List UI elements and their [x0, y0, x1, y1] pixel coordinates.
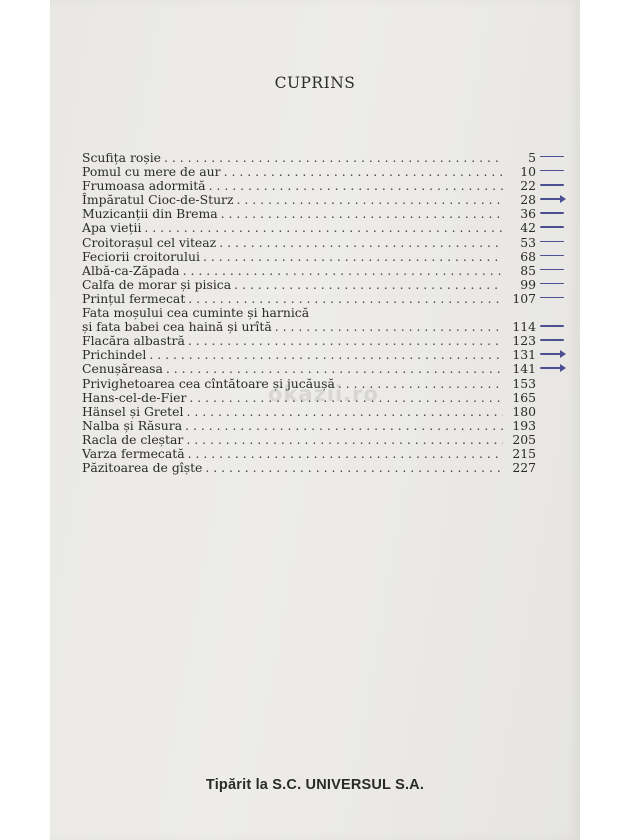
toc-entry: [82, 164, 536, 178]
toc-entry: [82, 220, 536, 234]
dot-leader: [149, 347, 503, 362]
pen-tick-mark: [540, 269, 564, 270]
dot-leader: [237, 192, 503, 207]
pen-tick-mark: [540, 255, 564, 256]
toc-entry-title: Croitorașul cel viteaz: [82, 234, 217, 250]
toc-entry-title: Păzitoarea de gîște: [82, 460, 203, 476]
page-title: CUPRINS: [274, 74, 356, 92]
toc-entry-page: 114: [512, 319, 536, 335]
toc-entry-page: 85: [520, 262, 536, 278]
toc-entry-page: 28: [520, 192, 536, 208]
toc-entry-title: Hänsel și Gretel: [82, 403, 184, 419]
toc-entry-title: Varza fermecată: [82, 445, 185, 461]
pen-tick-mark: [540, 198, 564, 199]
toc-entry-page: 205: [512, 431, 536, 447]
toc-entry-page: 42: [520, 220, 536, 236]
dot-leader: [221, 206, 503, 221]
printer-imprint: Tipărit la S.C. UNIVERSUL S.A.: [205, 777, 425, 793]
toc-entry-page: 215: [512, 445, 536, 461]
toc-entry-title: Calfa de morar și pisica: [82, 276, 232, 292]
toc-entry-page: 22: [520, 178, 536, 194]
toc-entry-page: 5: [528, 150, 536, 165]
toc-entry-page: 10: [520, 164, 536, 180]
toc-entry: [82, 305, 536, 319]
toc-entry-page: 180: [512, 403, 536, 419]
dot-leader: [234, 277, 503, 292]
toc-entry-page: 227: [512, 460, 536, 476]
toc-entry-page: 141: [512, 361, 536, 377]
toc-entry: [82, 418, 536, 432]
toc-entry-page: 53: [520, 234, 536, 250]
dot-leader: [188, 291, 503, 306]
toc-entry: [82, 263, 536, 277]
toc-entry-page: 99: [520, 276, 536, 292]
toc-entry-title: Hans-cel-de-Fier: [82, 389, 187, 405]
dot-leader: [219, 235, 503, 250]
toc-entry-page: 165: [512, 389, 536, 405]
toc-entry-title: Împăratul Cioc-de-Sturz: [82, 192, 234, 208]
toc-entry: [82, 192, 536, 206]
toc-entry-title: Muzicanții din Brema: [82, 206, 218, 222]
toc-entry-title: Pomul cu mere de aur: [82, 164, 221, 180]
toc-entry-title: Prichindel: [82, 347, 147, 363]
dot-leader: [205, 460, 503, 475]
dot-leader: [275, 319, 503, 334]
toc-entry: [82, 347, 536, 361]
toc-entry-title: Privighetoarea cea cîntătoare și jucăușă: [82, 375, 335, 391]
table-of-contents: [82, 150, 536, 474]
toc-entry: [82, 277, 536, 291]
toc-entry-page: 68: [520, 248, 536, 264]
toc-entry: [82, 432, 536, 446]
toc-entry-title: Nalba și Răsura: [82, 417, 183, 433]
toc-entry-page: 193: [512, 417, 536, 433]
dot-leader: [188, 446, 503, 461]
toc-entry: [82, 446, 536, 460]
toc-entry-title: Apa vieții: [82, 220, 142, 236]
toc-entry-title: și fata babei cea haină și urîtă: [82, 319, 272, 335]
watermark-logo: okazii.ro: [268, 382, 379, 406]
toc-entry-title: Albă-ca-Zăpada: [82, 262, 180, 278]
toc-entry-title: Frumoasa adormită: [82, 178, 206, 194]
dot-leader: [166, 361, 503, 376]
toc-entry: [82, 333, 536, 347]
toc-entry-title: Fata moșului cea cuminte și harnică: [82, 305, 310, 321]
toc-entry-title: Prințul fermecat: [82, 290, 186, 306]
dot-leader: [144, 220, 503, 235]
pen-tick-mark: [540, 241, 564, 242]
toc-entry: [82, 150, 536, 164]
dot-leader: [188, 333, 503, 348]
toc-entry: [82, 319, 536, 333]
dot-leader: [186, 432, 503, 447]
dot-leader: [203, 249, 503, 264]
pen-tick-mark: [540, 184, 564, 185]
toc-entry: [82, 235, 536, 249]
dot-leader: [164, 150, 503, 165]
pen-tick-mark: [540, 367, 564, 368]
pen-tick-mark: [540, 339, 564, 340]
toc-entry: [82, 249, 536, 263]
dot-leader: [209, 178, 503, 193]
toc-entry-page: 123: [512, 333, 536, 349]
pen-tick-mark: [540, 226, 564, 227]
toc-entry-page: 153: [512, 375, 536, 391]
dot-leader: [183, 263, 503, 278]
toc-entry: [82, 178, 536, 192]
pen-tick-mark: [540, 353, 564, 354]
dot-leader: [224, 164, 503, 179]
toc-entry: [82, 361, 536, 375]
toc-entry-title: Feciorii croitorului: [82, 248, 200, 264]
pen-tick-mark: [540, 325, 564, 326]
toc-entry: [82, 291, 536, 305]
toc-entry-page: 36: [520, 206, 536, 222]
dot-leader: [185, 418, 503, 433]
toc-entry-page: 131: [512, 347, 536, 363]
toc-entry-title: Flacăra albastră: [82, 333, 185, 349]
toc-entry-title: Cenușăreasa: [82, 361, 163, 377]
toc-entry-title: Scufița roșie: [82, 150, 162, 165]
toc-entry-title: Racla de cleștar: [82, 431, 184, 447]
toc-entry-page: 107: [512, 290, 536, 306]
toc-entry: [82, 460, 536, 474]
pen-tick-mark: [540, 212, 564, 213]
toc-entry: [82, 206, 536, 220]
